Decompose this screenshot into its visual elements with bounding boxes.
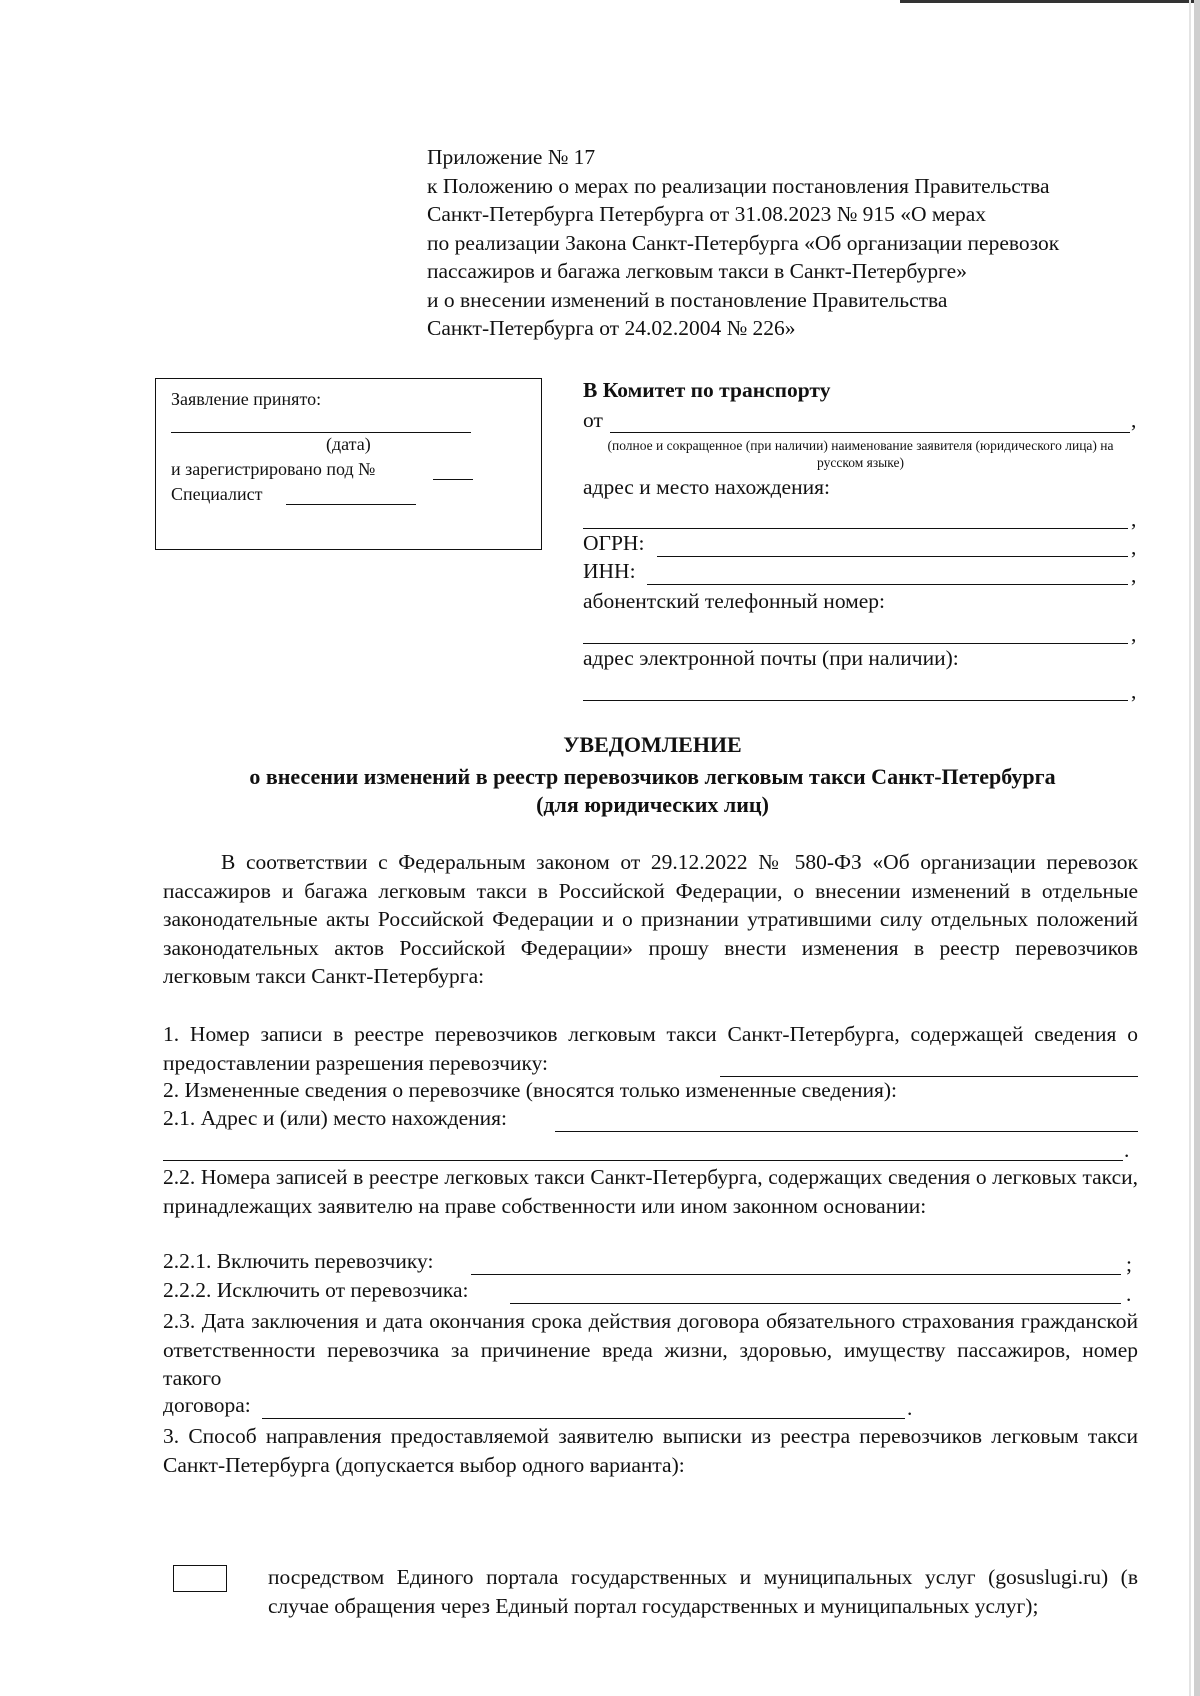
period: .	[907, 1396, 913, 1420]
appendix-line: Приложение № 17	[427, 145, 596, 169]
period: .	[1126, 1282, 1132, 1306]
item-2-1-input-line[interactable]	[555, 1131, 1138, 1132]
appendix-line: Санкт-Петербурга от 24.02.2004 № 226»	[427, 316, 796, 340]
appendix-header	[427, 143, 1147, 343]
item-3-text: 3. Способ направления предоставляемой заявителю выписки из реестра перевозчиков легковым такси Санкт-Петербурга (допускается выбор одного варианта):	[163, 1424, 1138, 1477]
phone-label: абонентский телефонный номер:	[583, 589, 886, 613]
email-label: адрес электронной почты (при наличии):	[583, 646, 959, 670]
scan-edge-right	[1194, 0, 1200, 1696]
address-label: адрес и место нахождения:	[583, 475, 830, 499]
inn-input-line[interactable]	[647, 584, 1128, 585]
appendix-line: Санкт-Петербурга Петербурга от 31.08.2023 № 915 «О мерах	[427, 202, 987, 226]
intro-paragraph: В соответствии с Федеральным законом от 29.12.2022 № 580-ФЗ «Об организации перевозок пассажиров и багажа легковым такси в Российской Федерации, о внесении изменений в отдельные законодательные акты Российской Федерации и о признании утратившими силу отдельных положений законодательных актов Российской Федерации» прошу внести изменения в реестр перевозчиков легковым такси Санкт-Петербурга:	[163, 850, 1138, 988]
document-title: УВЕДОМЛЕНИЕ	[563, 732, 742, 757]
stamp-accepted-label: Заявление принято:	[171, 389, 322, 409]
scan-edge-top	[900, 0, 1200, 3]
document-subtitle: о внесении изменений в реестр перевозчиков легковым такси Санкт-Петербурга	[249, 764, 1056, 789]
item-2-1-input-line-2[interactable]	[163, 1160, 1123, 1161]
appendix-line: к Положению о мерах по реализации постановления Правительства	[427, 173, 1050, 198]
from-input-line[interactable]	[610, 432, 1130, 433]
stamp-specialist-label: Специалист	[171, 484, 263, 504]
item-1-input-line[interactable]	[720, 1076, 1138, 1077]
ogrn-input-line[interactable]	[657, 556, 1128, 557]
item-2-2-text: 2.2. Номера записей в реестре легковых такси Санкт-Петербурга, содержащих сведения о легковых такси, принадлежащих заявителю на праве собственности или ином законном основании:	[163, 1165, 1138, 1218]
stamp-registered-label: и зарегистрировано под №	[171, 459, 376, 479]
item-1-text: 1. Номер записи в реестре перевозчиков легковым такси Санкт-Петербурга, содержащей сведения о предоставлении разрешения перевозчику:	[163, 1022, 1138, 1075]
addressee-title: В Комитет по транспорту	[583, 378, 831, 402]
item-2-2-2-text: 2.2.2. Исключить от перевозчика:	[163, 1278, 469, 1302]
stamp-number-line[interactable]	[433, 479, 473, 480]
semicolon: ;	[1126, 1252, 1132, 1276]
stamp-date-label: (дата)	[326, 434, 371, 454]
comma: ,	[1131, 408, 1137, 432]
inn-label: ИНН:	[583, 559, 636, 583]
item-2-2-1-text: 2.2.1. Включить перевозчику:	[163, 1249, 434, 1273]
scan-edge-line	[1189, 0, 1191, 1696]
appendix-line: пассажиров и багажа легковым такси в Санкт-Петербурге»	[427, 259, 967, 283]
comma: ,	[1131, 679, 1137, 703]
comma: ,	[1131, 507, 1137, 531]
phone-input-line[interactable]	[583, 643, 1128, 644]
comma: ,	[1131, 535, 1137, 559]
gosuslugi-option-checkbox[interactable]	[173, 1565, 227, 1592]
from-label: от	[583, 408, 603, 432]
appendix-line: по реализации Закона Санкт-Петербурга «Об организации перевозок	[427, 230, 1060, 255]
registration-stamp-box	[155, 378, 542, 550]
period: .	[1124, 1138, 1130, 1162]
email-input-line[interactable]	[583, 700, 1128, 701]
item-2-2-2-input-line[interactable]	[510, 1303, 1121, 1304]
item-2-3-contract-label: договора:	[163, 1393, 251, 1417]
appendix-line: и о внесении изменений в постановление Правительства	[427, 287, 948, 312]
from-hint: (полное и сокращенное (при наличии) наименование заявителя (юридического лица) на русском языке)	[607, 438, 1114, 470]
ogrn-label: ОГРН:	[583, 531, 645, 555]
comma: ,	[1131, 563, 1137, 587]
item-2-1-text: 2.1. Адрес и (или) место нахождения:	[163, 1106, 508, 1130]
stamp-date-line[interactable]	[171, 432, 471, 433]
item-2-2-1-input-line[interactable]	[471, 1274, 1121, 1275]
address-input-line[interactable]	[583, 528, 1128, 529]
comma: ,	[1131, 622, 1137, 646]
item-2-text: 2. Измененные сведения о перевозчике (вносятся только измененные сведения):	[163, 1078, 898, 1102]
item-2-3-text: 2.3. Дата заключения и дата окончания срока действия договора обязательного страхования гражданской ответственности перевозчика за причинение вреда жизни, здоровью, имуществу пассажиров, номер такого	[163, 1309, 1138, 1390]
stamp-specialist-line[interactable]	[286, 504, 416, 505]
document-subtitle-entity: (для юридических лиц)	[536, 792, 769, 817]
gosuslugi-option-text: посредством Единого портала государственных и муниципальных услуг (gosuslugi.ru) (в случае обращения через Единый портал государственных и муниципальных услуг);	[268, 1565, 1138, 1618]
item-2-3-input-line[interactable]	[262, 1418, 905, 1419]
